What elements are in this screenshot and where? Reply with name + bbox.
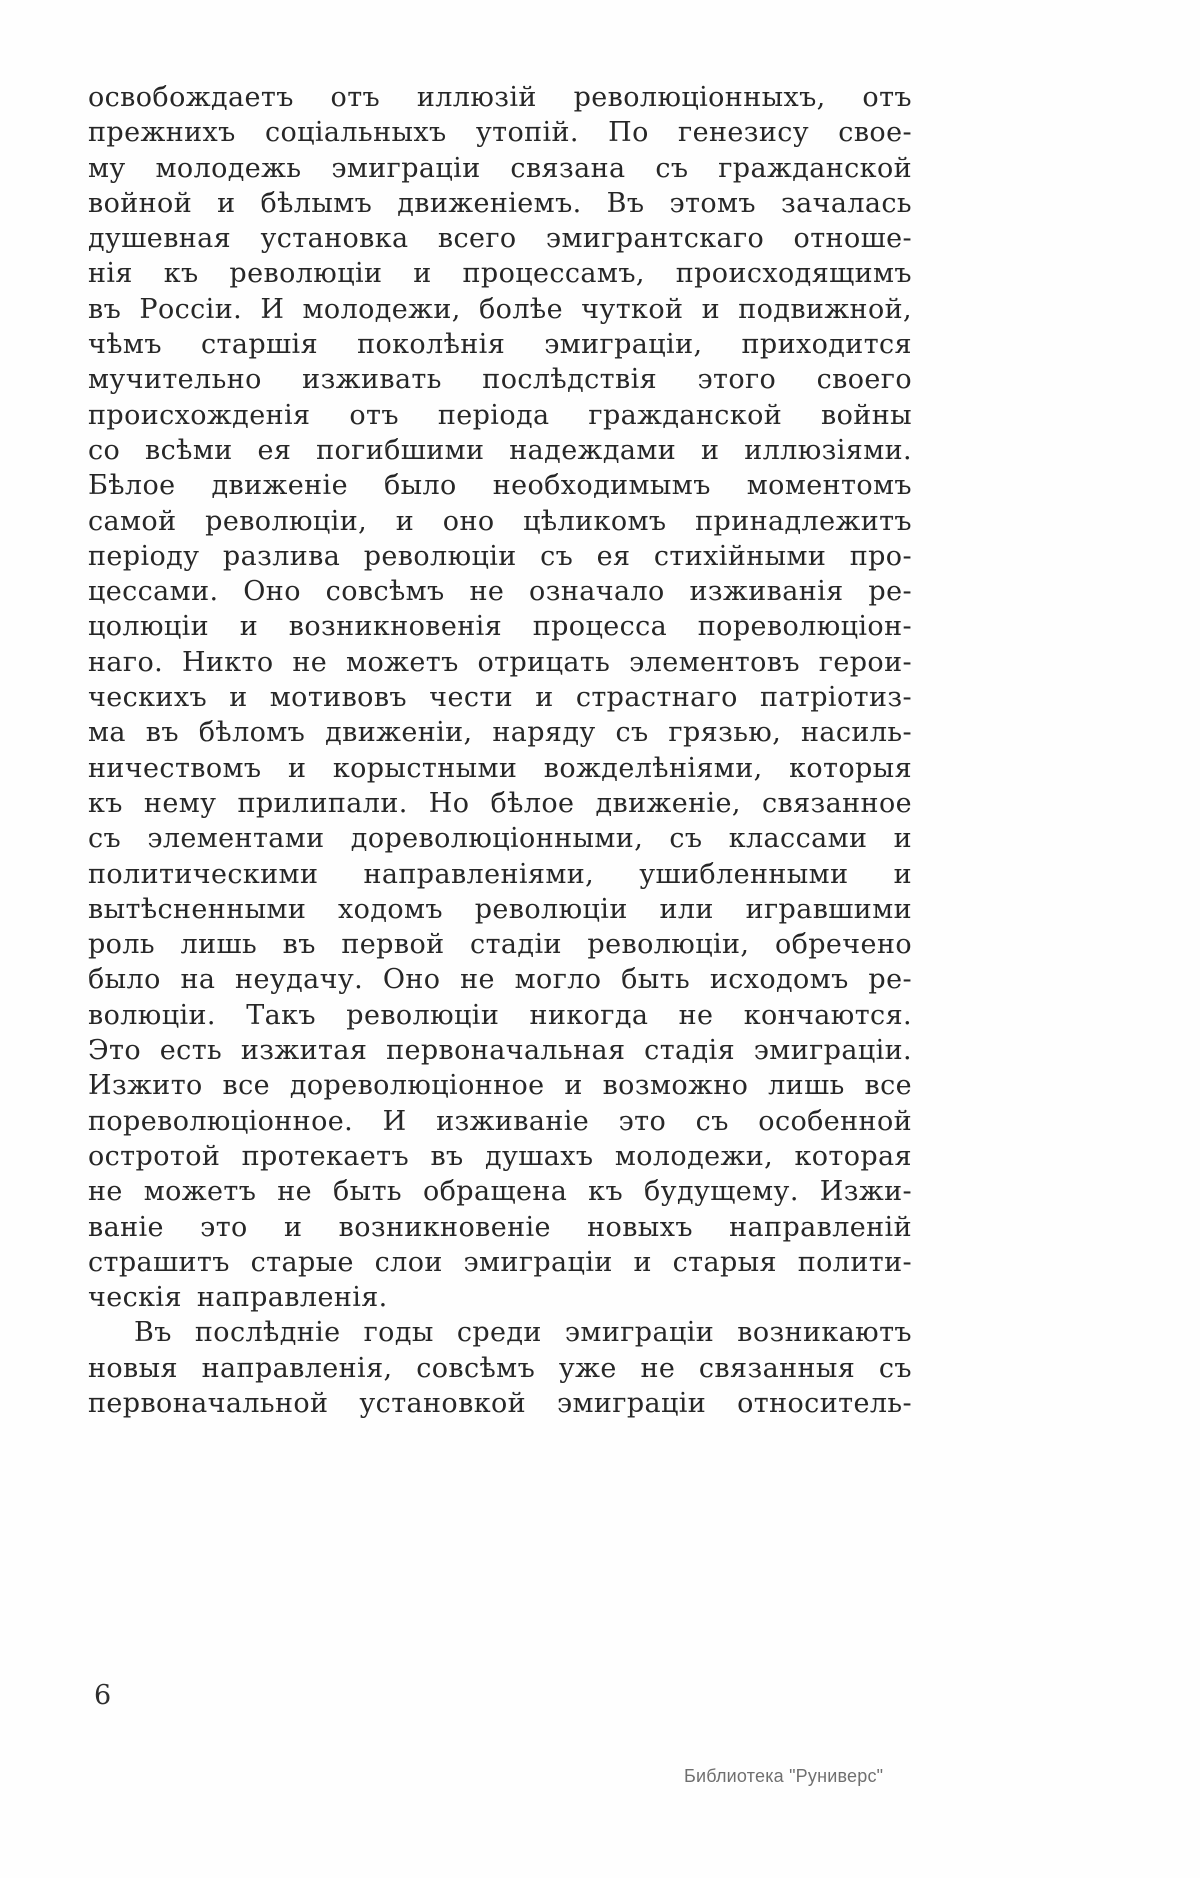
text-line: ческія направленія.: [88, 1282, 388, 1314]
library-watermark: Библиотека "Руниверс": [684, 1766, 884, 1786]
text-line: Въ послѣдніе годы среди эмиграціи возникаютъ: [134, 1317, 912, 1349]
text-line: остротой протекаетъ въ душахъ молодежи, которая: [88, 1140, 912, 1172]
text-line: пореволюціонное. И изживаніе это съ особенной: [88, 1105, 912, 1137]
text-line: происхожденія отъ періода гражданской войны: [88, 399, 912, 431]
text-line: ваніе это и возникновеніе новыхъ направленій: [88, 1211, 912, 1243]
text-line: со всѣми ея погибшими надеждами и иллюзіями.: [88, 434, 912, 466]
text-line: роль лишь въ первой стадіи революціи, обречено: [88, 929, 912, 961]
text-line: Это есть изжитая первоначальная стадія эмиграціи.: [88, 1035, 912, 1067]
text-line: цолюціи и возникновенія процесса пореволюціон-: [88, 611, 912, 643]
text-line: войной и бѣлымъ движеніемъ. Въ этомъ зачалась: [88, 187, 912, 219]
text-line: мучительно изживать послѣдствія этого своего: [88, 364, 912, 396]
text-line: въ Россіи. И молодежи, болѣе чуткой и подвижной,: [88, 293, 912, 325]
text-line: Изжито все дореволюціонное и возможно лишь все: [88, 1070, 912, 1102]
text-line: цессами. Оно совсѣмъ не означало изживанія ре-: [88, 576, 912, 608]
text-line: му молодежь эмиграціи связана съ гражданской: [88, 152, 912, 184]
text-line: съ элементами дореволюціонными, съ классами и: [88, 823, 912, 855]
text-line: къ нему прилипали. Но бѣлое движеніе, связанное: [88, 787, 912, 819]
text-block: [88, 80, 912, 1421]
text-line: было на неудачу. Оно не могло быть исходомъ ре-: [88, 964, 912, 996]
text-line: ма въ бѣломъ движеніи, наряду съ грязью, насиль-: [88, 717, 912, 749]
text-line: періоду разлива революціи съ ея стихійными про-: [88, 540, 912, 572]
text-line: чѣмъ старшія поколѣнія эмиграціи, приходится: [88, 329, 912, 361]
text-line: политическими направленіями, ушибленными и: [88, 858, 912, 890]
text-line: наго. Никто не можетъ отрицать элементовъ герои-: [88, 646, 912, 678]
text-line: Бѣлое движеніе было необходимымъ моментомъ: [88, 470, 912, 502]
text-line: волюціи. Такъ революціи никогда не кончаются.: [88, 999, 912, 1031]
text-line: не можетъ не быть обращена къ будущему. Изжи-: [88, 1176, 912, 1208]
text-line: нія къ революціи и процессамъ, происходящимъ: [88, 258, 912, 290]
page-number: 6: [94, 1680, 112, 1711]
text-line: ничествомъ и корыстными вожделѣніями, которыя: [88, 752, 912, 784]
text-line: душевная установка всего эмигрантскаго отноше-: [88, 223, 912, 255]
text-line: вытѣсненными ходомъ революціи или игравшими: [88, 893, 912, 925]
text-line: освобождаетъ отъ иллюзій революціонныхъ, отъ: [88, 82, 912, 113]
text-line: самой революціи, и оно цѣликомъ принадлежитъ: [88, 505, 912, 537]
text-line: первоначальной установкой эмиграціи относитель-: [88, 1387, 912, 1419]
text-line: новыя направленія, совсѣмъ уже не связанныя съ: [88, 1352, 912, 1384]
text-line: прежнихъ соціальныхъ утопій. По генезису свое-: [88, 117, 912, 149]
text-line: ческихъ и мотивовъ чести и страстнаго патріотиз-: [88, 682, 912, 714]
text-line: страшитъ старые слои эмиграціи и старыя полити-: [88, 1246, 912, 1278]
